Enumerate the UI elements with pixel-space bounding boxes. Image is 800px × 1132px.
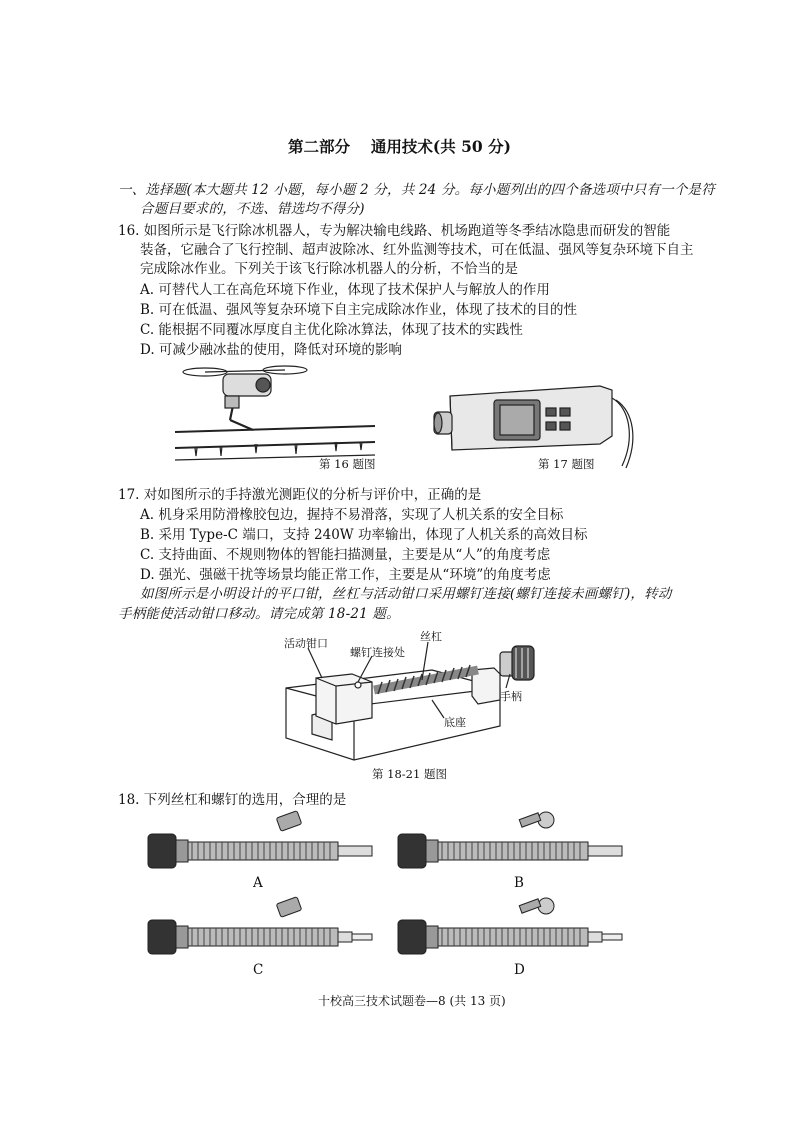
q16-stem-line-3: 完成除冰作业。下列关于该飞行除冰机器人的分析，不恰当的是 [140,261,518,277]
vise-label-lead-screw: 丝杠 [420,630,442,643]
q18-option-d-label: D [514,962,525,978]
q17-stem: 17. 对如图所示的手持激光测距仪的分析与评价中，正确的是 [118,487,482,503]
q16-stem-line-1: 16. 如图所示是飞行除冰机器人，专为解决输电线路、机场跑道等冬季结冰隐患而研发的智能 [118,223,671,239]
vise-label-screw-joint: 螺钉连接处 [350,646,405,659]
q17-option-a: A. 机身采用防滑橡胶包边，握持不易滑落，实现了人机关系的安全目标 [140,507,564,523]
q18-option-b-figure [396,812,626,874]
vise-label-movable-jaw: 活动钳口 [284,637,328,650]
intro-18-21-line-2: 手柄能使活动钳口移动。请完成第 18-21 题。 [118,606,400,622]
q16-option-b: B. 可在低温、强风等复杂环境下自主完成除冰作业，体现了技术的目的性 [140,302,578,318]
section-title: 第二部分 通用技术(共 50 分) [288,137,511,156]
vise-figure-caption: 第 18-21 题图 [372,767,447,781]
intro-18-21-line-1: 如图所示是小明设计的平口钳，丝杠与活动钳口采用螺钉连接(螺钉连接未画螺钉)，转动 [140,586,672,602]
q16-option-a: A. 可替代人工在高危环境下作业，体现了技术保护人与解放人的作用 [140,282,550,298]
q16-figure-caption: 第 16 题图 [319,457,376,471]
page-footer: 十校高三技术试题卷—8 (共 13 页) [318,994,506,1008]
q17-option-d: D. 强光、强磁干扰等场景均能正常工作，主要是从“环境”的角度考虑 [140,567,551,583]
q18-option-a-label: A [253,875,263,891]
part-heading-line-1: 一、选择题(本大题共 12 小题，每小题 2 分，共 24 分。每小题列出的四个备选项中只有一个是符 [118,182,715,198]
q18-option-a-figure [146,812,376,874]
part-heading-line-2: 合题目要求的，不选、错选均不得分) [140,201,365,217]
q16-option-c: C. 能根据不同覆冰厚度自主优化除冰算法，体现了技术的实践性 [140,322,523,338]
q18-option-c-figure [146,898,376,960]
q17-option-c: C. 支持曲面、不规则物体的智能扫描测量，主要是从“人”的角度考虑 [140,547,551,563]
q17-rangefinder-figure [430,378,640,470]
q16-stem-line-2: 装备，它融合了飞行控制、超声波除冰、红外监测等技术，可在低温、强风等复杂环境下自主 [140,242,694,258]
q18-option-c-label: C [253,962,264,978]
q17-figure-caption: 第 17 题图 [538,457,595,471]
vise-label-base: 底座 [444,716,466,729]
q18-option-d-figure [396,898,626,960]
vise-label-handle: 手柄 [500,690,522,703]
q18-stem: 18. 下列丝杠和螺钉的选用，合理的是 [118,792,347,808]
q18-option-b-label: B [514,875,524,891]
q16-option-d: D. 可减少融冰盐的使用，降低对环境的影响 [140,342,402,358]
q17-option-b: B. 采用 Type-C 端口，支持 240W 功率输出，体现了人机关系的高效目标 [140,527,588,543]
